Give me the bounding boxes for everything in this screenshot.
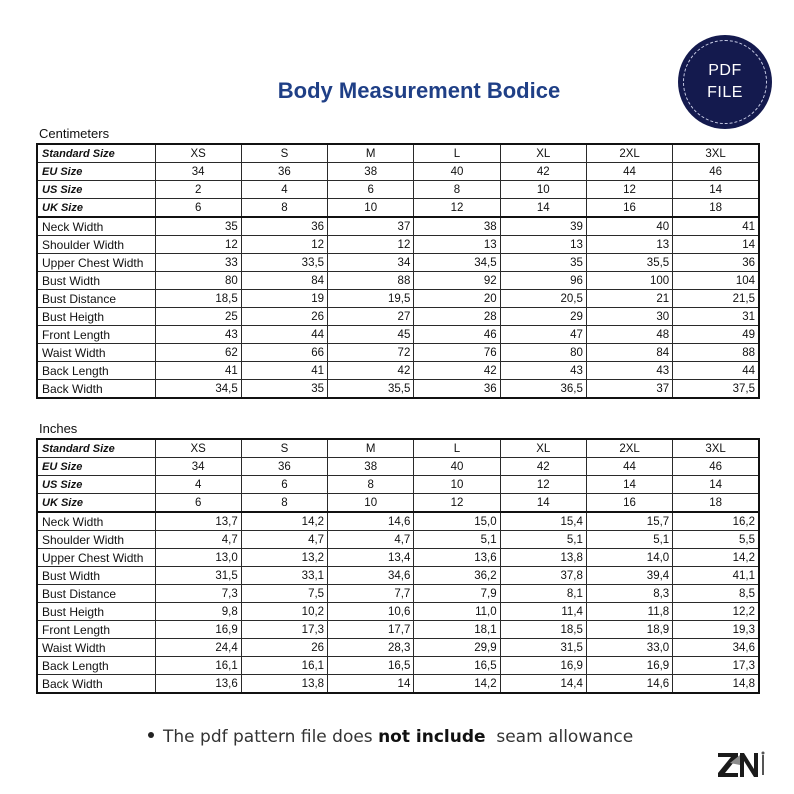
table-row [37,657,759,675]
size-cell: 44 [586,163,672,181]
size-cell: 12 [586,181,672,199]
measurement-cell: 13 [586,236,672,254]
measurement-label: Bust Distance [37,585,155,603]
size-row [37,199,759,218]
size-row-label: EU Size [37,163,155,181]
note-text-after: seam allowance [485,727,634,747]
measurement-cell: 16,9 [586,657,672,675]
measurement-cell: 42 [328,362,414,380]
measurement-cell: 43 [586,362,672,380]
measurement-cell: 35,5 [328,380,414,399]
measurement-cell: 41,1 [673,567,759,585]
measurement-cell: 33,5 [241,254,327,272]
centimeters-label: Centimeters [39,126,110,141]
size-row-label: EU Size [37,458,155,476]
measurement-cell: 13,2 [241,549,327,567]
table-row [37,236,759,254]
size-cell: S [241,439,327,458]
measurement-label: Bust Distance [37,290,155,308]
size-cell: 10 [328,199,414,218]
size-cell: 3XL [673,439,759,458]
size-row [37,181,759,199]
measurement-cell: 18,5 [500,621,586,639]
measurement-cell: 35,5 [586,254,672,272]
measurement-cell: 4,7 [155,531,241,549]
size-cell: S [241,144,327,163]
size-cell: 10 [328,494,414,513]
size-cell: 14 [673,476,759,494]
measurement-cell: 10,2 [241,603,327,621]
badge-line-1: PDF [708,62,742,79]
measurement-cell: 80 [500,344,586,362]
measurement-cell: 26 [241,308,327,326]
size-cell: 4 [241,181,327,199]
measurement-cell: 17,3 [673,657,759,675]
measurement-cell: 18,1 [414,621,500,639]
measurement-cell: 12,2 [673,603,759,621]
size-cell: 46 [673,458,759,476]
measurement-label: Neck Width [37,512,155,531]
size-cell: 8 [328,476,414,494]
brand-logo-icon [716,749,772,779]
measurement-cell: 88 [673,344,759,362]
measurement-cell: 13,0 [155,549,241,567]
measurement-cell: 8,1 [500,585,586,603]
measurement-cell: 5,1 [500,531,586,549]
size-cell: 6 [155,494,241,513]
table-row [37,639,759,657]
size-cell: 14 [500,494,586,513]
measurement-cell: 20 [414,290,500,308]
size-cell: 42 [500,458,586,476]
table-row [37,531,759,549]
size-cell: XL [500,439,586,458]
size-cell: 8 [414,181,500,199]
measurement-cell: 36 [241,217,327,236]
measurement-cell: 21 [586,290,672,308]
measurement-cell: 44 [673,362,759,380]
measurement-cell: 33,0 [586,639,672,657]
note-text-bold: not include [378,727,486,747]
measurement-cell: 7,9 [414,585,500,603]
size-row [37,476,759,494]
measurement-cell: 41 [673,217,759,236]
measurement-cell: 40 [586,217,672,236]
measurement-cell: 100 [586,272,672,290]
size-cell: 10 [500,181,586,199]
note-text-before: The pdf pattern file does [163,727,379,747]
badge-line-2: FILE [707,84,743,101]
size-cell: 18 [673,199,759,218]
measurement-cell: 12 [241,236,327,254]
size-cell: 3XL [673,144,759,163]
size-cell: L [414,144,500,163]
size-cell: 44 [586,458,672,476]
measurement-cell: 17,3 [241,621,327,639]
measurement-cell: 4,7 [241,531,327,549]
measurement-label: Back Width [37,380,155,399]
size-row-label: US Size [37,476,155,494]
table-row [37,567,759,585]
size-cell: 14 [586,476,672,494]
measurement-cell: 36,5 [500,380,586,399]
measurement-cell: 14,8 [673,675,759,694]
measurement-cell: 18,9 [586,621,672,639]
size-row-label: UK Size [37,199,155,218]
measurement-label: Bust Heigth [37,603,155,621]
measurement-cell: 14,6 [586,675,672,694]
measurement-label: Waist Width [37,639,155,657]
measurement-cell: 10,6 [328,603,414,621]
measurement-cell: 62 [155,344,241,362]
measurement-cell: 88 [328,272,414,290]
measurement-cell: 11,8 [586,603,672,621]
table-row [37,603,759,621]
measurement-label: Neck Width [37,217,155,236]
size-cell: 4 [155,476,241,494]
size-cell: L [414,439,500,458]
size-cell: XS [155,439,241,458]
table-row [37,549,759,567]
measurement-cell: 34,6 [328,567,414,585]
measurement-cell: 8,3 [586,585,672,603]
measurement-label: Upper Chest Width [37,549,155,567]
measurement-cell: 39 [500,217,586,236]
size-cell: 2 [155,181,241,199]
measurement-cell: 18,5 [155,290,241,308]
measurement-cell: 31,5 [155,567,241,585]
measurement-cell: 43 [155,326,241,344]
measurement-cell: 66 [241,344,327,362]
size-cell: XS [155,144,241,163]
size-cell: 16 [586,494,672,513]
measurement-cell: 14,2 [414,675,500,694]
size-cell: 36 [241,458,327,476]
measurement-label: Bust Width [37,567,155,585]
measurement-cell: 36 [673,254,759,272]
measurement-cell: 36,2 [414,567,500,585]
size-cell: 8 [241,494,327,513]
measurement-cell: 84 [586,344,672,362]
measurement-cell: 7,5 [241,585,327,603]
measurement-cell: 47 [500,326,586,344]
measurement-cell: 14,6 [328,512,414,531]
size-row-label: UK Size [37,494,155,513]
measurement-cell: 17,7 [328,621,414,639]
measurement-label: Bust Width [37,272,155,290]
size-cell: 12 [414,494,500,513]
measurement-cell: 96 [500,272,586,290]
table-row [37,290,759,308]
size-row-label: Standard Size [37,439,155,458]
measurement-cell: 34,5 [155,380,241,399]
measurement-cell: 24,4 [155,639,241,657]
measurement-cell: 26 [241,639,327,657]
table-row [37,254,759,272]
measurement-label: Bust Heigth [37,308,155,326]
measurement-cell: 35 [500,254,586,272]
size-cell: 6 [328,181,414,199]
table-row [37,621,759,639]
measurement-cell: 31 [673,308,759,326]
measurement-cell: 5,1 [414,531,500,549]
measurement-cell: 14,0 [586,549,672,567]
measurement-cell: 7,3 [155,585,241,603]
measurement-cell: 38 [414,217,500,236]
inches-table [36,438,760,694]
measurement-cell: 37 [328,217,414,236]
measurement-cell: 19,3 [673,621,759,639]
size-cell: 12 [414,199,500,218]
size-row-label: Standard Size [37,144,155,163]
measurement-label: Shoulder Width [37,236,155,254]
table-row [37,362,759,380]
measurement-cell: 14,2 [241,512,327,531]
measurement-cell: 5,1 [586,531,672,549]
measurement-cell: 16,9 [155,621,241,639]
measurement-cell: 33,1 [241,567,327,585]
inches-label: Inches [39,421,78,436]
size-cell: 10 [414,476,500,494]
measurement-cell: 29 [500,308,586,326]
measurement-cell: 28 [414,308,500,326]
measurement-cell: 27 [328,308,414,326]
measurement-cell: 45 [328,326,414,344]
measurement-cell: 15,0 [414,512,500,531]
size-row [37,458,759,476]
measurement-cell: 44 [241,326,327,344]
measurement-cell: 35 [241,380,327,399]
measurement-cell: 9,8 [155,603,241,621]
measurement-label: Front Length [37,326,155,344]
size-cell: 18 [673,494,759,513]
measurement-cell: 72 [328,344,414,362]
centimeters-table [36,143,760,399]
measurement-cell: 43 [500,362,586,380]
measurement-cell: 31,5 [500,639,586,657]
size-row-label: US Size [37,181,155,199]
measurement-cell: 42 [414,362,500,380]
size-cell: 42 [500,163,586,181]
size-cell: XL [500,144,586,163]
measurement-cell: 30 [586,308,672,326]
measurement-cell: 13,4 [328,549,414,567]
measurement-cell: 11,4 [500,603,586,621]
measurement-cell: 41 [155,362,241,380]
measurement-cell: 13,8 [241,675,327,694]
seam-allowance-note [148,727,633,747]
measurement-cell: 13,7 [155,512,241,531]
size-cell: 38 [328,458,414,476]
size-cell: 14 [500,199,586,218]
measurement-cell: 104 [673,272,759,290]
table-row [37,512,759,531]
measurement-cell: 11,0 [414,603,500,621]
size-cell: 40 [414,458,500,476]
measurement-cell: 28,3 [328,639,414,657]
measurement-label: Upper Chest Width [37,254,155,272]
size-cell: 38 [328,163,414,181]
measurement-cell: 39,4 [586,567,672,585]
size-row [37,494,759,513]
size-cell: 46 [673,163,759,181]
measurement-cell: 37 [586,380,672,399]
measurement-cell: 19,5 [328,290,414,308]
measurement-cell: 21,5 [673,290,759,308]
measurement-cell: 8,5 [673,585,759,603]
table-row [37,380,759,399]
size-row [37,439,759,458]
measurement-cell: 37,8 [500,567,586,585]
size-cell: 36 [241,163,327,181]
measurement-cell: 33 [155,254,241,272]
measurement-cell: 80 [155,272,241,290]
measurement-cell: 13,6 [155,675,241,694]
measurement-cell: 92 [414,272,500,290]
measurement-cell: 41 [241,362,327,380]
measurement-label: Back Length [37,657,155,675]
table-row [37,344,759,362]
size-row [37,163,759,181]
measurement-cell: 13 [414,236,500,254]
measurement-cell: 49 [673,326,759,344]
size-cell: 12 [500,476,586,494]
measurement-cell: 7,7 [328,585,414,603]
size-cell: 8 [241,199,327,218]
table-row [37,272,759,290]
size-cell: 34 [155,458,241,476]
measurement-cell: 13,8 [500,549,586,567]
size-cell: 14 [673,181,759,199]
measurement-cell: 16,9 [500,657,586,675]
measurement-cell: 15,7 [586,512,672,531]
measurement-label: Back Length [37,362,155,380]
measurement-cell: 37,5 [673,380,759,399]
measurement-cell: 13,6 [414,549,500,567]
measurement-cell: 13 [500,236,586,254]
measurement-cell: 36 [414,380,500,399]
measurement-cell: 15,4 [500,512,586,531]
table-row [37,326,759,344]
measurement-cell: 16,5 [414,657,500,675]
size-cell: 34 [155,163,241,181]
measurement-cell: 76 [414,344,500,362]
measurement-cell: 16,1 [155,657,241,675]
size-cell: 2XL [586,144,672,163]
measurement-cell: 16,2 [673,512,759,531]
measurement-cell: 5,5 [673,531,759,549]
measurement-label: Waist Width [37,344,155,362]
bullet-icon [148,732,154,738]
measurement-cell: 16,1 [241,657,327,675]
table-row [37,585,759,603]
measurement-cell: 25 [155,308,241,326]
size-cell: 40 [414,163,500,181]
measurement-label: Front Length [37,621,155,639]
measurement-cell: 34,6 [673,639,759,657]
measurement-cell: 14,4 [500,675,586,694]
measurement-cell: 34 [328,254,414,272]
measurement-cell: 14,2 [673,549,759,567]
table-row [37,217,759,236]
measurement-label: Shoulder Width [37,531,155,549]
size-cell: 2XL [586,439,672,458]
measurement-cell: 48 [586,326,672,344]
measurement-label: Back Width [37,675,155,694]
measurement-cell: 29,9 [414,639,500,657]
measurement-cell: 84 [241,272,327,290]
measurement-cell: 14 [328,675,414,694]
measurement-cell: 19 [241,290,327,308]
size-cell: 6 [241,476,327,494]
size-cell: M [328,439,414,458]
size-row [37,144,759,163]
size-cell: 6 [155,199,241,218]
measurement-cell: 4,7 [328,531,414,549]
measurement-cell: 12 [328,236,414,254]
measurement-cell: 46 [414,326,500,344]
measurement-cell: 14 [673,236,759,254]
measurement-cell: 34,5 [414,254,500,272]
page-title: Body Measurement Bodice [277,78,561,103]
table-row [37,308,759,326]
measurement-cell: 12 [155,236,241,254]
measurement-cell: 16,5 [328,657,414,675]
size-cell: 16 [586,199,672,218]
measurement-cell: 35 [155,217,241,236]
measurement-cell: 20,5 [500,290,586,308]
size-cell: M [328,144,414,163]
table-row [37,675,759,694]
